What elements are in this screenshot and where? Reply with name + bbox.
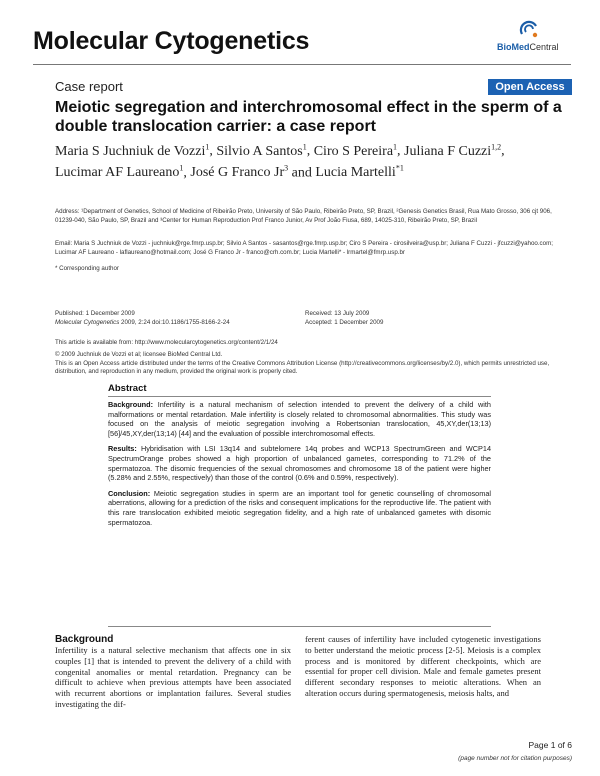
- open-access-badge[interactable]: Open Access: [488, 79, 572, 95]
- article-type: Case report: [55, 79, 123, 94]
- author-list: Maria S Juchniuk de Vozzi$^1$, Silvio A Santos$^1$, Ciro S Pereira$^1$, Juliana F Cuzzi$^{1,2}$, Lucimar AF Laureano$^1$, José G Franco Jr$^3$ and Lucia Martelli$^{*1}$: [55, 142, 505, 181]
- abstract-results: Results: Hybridisation with LSI 13q14 and subtelomere 14q probes and WCP13 SpectrumGreen and WCP14 SpectrumOrange probes showed a high proportion of unbalanced gametes, corresponding to 71.2% of the spermatozoa. The disomic frequencies of the sexual chromosomes and chromosome 18 of the patient were higher (5.28% and 2.55%, respectively) than those of the control (0.6% and 0.59%, respectively).: [108, 444, 491, 483]
- accepted-date: Accepted: 1 December 2009: [305, 318, 384, 326]
- author[interactable]: Lucia Martelli$^{*1}$: [315, 163, 404, 181]
- corresponding-note: * Corresponding author: [55, 265, 119, 272]
- author-emails[interactable]: Email: Maria S Juchniuk de Vozzi - juchniuk@rge.fmrp.usp.br; Silvio A Santos - sasantos@rge.fmrp.usp.br; Ciro S Pereira - cirosilveira@usp.br; Juliana F Cuzzi - jfcuzzi@yahoo.com; Lucimar AF Laureano - laflaureano@hotmail.com; José G Franco Jr - franco@crh.com.br; Lucia Martelli* - lrmartel@fmrp.usp.br: [55, 240, 553, 256]
- journal-title: Molecular Cytogenetics: [33, 27, 310, 55]
- abstract-conclusion: Conclusion: Meiotic segregation studies in sperm are an important tool for genetic counselling of chromosomal aberrations, allowing for a prediction of the risks and consequent implications for the reproductive life. The patient with this rare translocation exhibited meiotic segregation fidelity, and a high rate of unbalanced gametes with disomic spermatozoa.: [108, 488, 491, 527]
- abstract-rule: [108, 626, 491, 627]
- publication-info: [55, 310, 305, 327]
- logo-suffix: Central: [529, 42, 559, 52]
- dates-info: [305, 310, 555, 327]
- citation: Molecular Cytogenetics 2009, 2:24 doi:10.1186/1755-8166-2-24: [55, 318, 230, 326]
- biomed-central-logo[interactable]: [497, 20, 577, 56]
- copyright: © 2009 Juchniuk de Vozzi et al; licensee BioMed Central Ltd.: [55, 351, 223, 358]
- logo-brand: BioMed: [497, 42, 530, 52]
- abstract: [108, 383, 491, 533]
- author[interactable]: Ciro S Pereira$^1$: [313, 142, 398, 159]
- author[interactable]: Lucimar AF Laureano$^1$: [55, 163, 184, 181]
- affiliations: Address: ¹Department of Genetics, School of Medicine of Ribeirão Preto, University of São Paulo, Ribeirão Preto, SP, Brazil, ²Genesis Genetics Brasil, Rua Mato Grosso, 306 cjt 906, 01239-040, São Paulo, SP, Brazil and ³Center for Human Reproduction Prof Franco Junior, Av Prof João Fiusa, 689, 14025-310, Ribeirão Preto, SP, Brazil: [55, 208, 552, 224]
- copyright-block: [55, 351, 570, 377]
- author[interactable]: José G Franco Jr$^3$: [190, 163, 289, 181]
- biomed-logo-icon: [519, 20, 541, 40]
- article-url[interactable]: This article is available from: http://www.molecularcytogenetics.org/content/2/1/24: [55, 339, 278, 346]
- author[interactable]: Silvio A Santos$^1$: [216, 142, 307, 159]
- article-title: Meiotic segregation and interchromosomal effect in the sperm of a double translocation carrier: a case report: [55, 99, 562, 135]
- license-text: This is an Open Access article distributed under the terms of the Creative Commons Attribution License (http://creativecommons.org/licenses/by/2.0), which permits unrestricted use, distribution, and reproduction in any medium, provided the original work is properly cited.: [55, 359, 550, 375]
- background-heading: Background: [55, 634, 114, 645]
- page-note: (page number not for citation purposes): [458, 755, 572, 762]
- published-date: Published: 1 December 2009: [55, 310, 135, 317]
- body-column-left: Infertility is a natural selective mechanism that affects one in six couples [1] that is intended to prevent the delivery of a child with congenital anomalies or mental retardation. Pregnancy can be difficult to achieve when previous attempts have been associated with recurrent abortions or implantation failures. Several studies investigating the dif-: [55, 645, 291, 709]
- body-column-right: ferent causes of infertility have included cytogenetic investigations to better understand the meiotic process [2-5]. Meiosis is a complex process and is monitored by different checkpoints, which are essential for proper cell division. Male and female gametes present different secondary responses to meiotic alterations. When an alteration occurs during spermatogenesis, meiosis halts, and: [305, 634, 541, 698]
- received-date: Received: 13 July 2009: [305, 310, 370, 317]
- abstract-background: Background: Infertility is a natural mechanism of selection intended to prevent the delivery of a child with malformations or mental retardation. Male infertility is closely related to chromosomal abnormalities. This study was focused on the analysis of meiotic segregation involving a Robertsonian translocation, 45,XY,der(13;13) [56]/45,XY,der(13;14) [44] and the evaluation of possible interchromosomal effects.: [108, 400, 491, 438]
- author[interactable]: Maria S Juchniuk de Vozzi$^1$: [55, 142, 210, 159]
- abstract-heading: Abstract: [108, 383, 491, 397]
- header-rule: [33, 64, 571, 65]
- page-number: Page 1 of 6: [528, 740, 572, 750]
- author[interactable]: Juliana F Cuzzi$^{1,2}$: [404, 142, 502, 159]
